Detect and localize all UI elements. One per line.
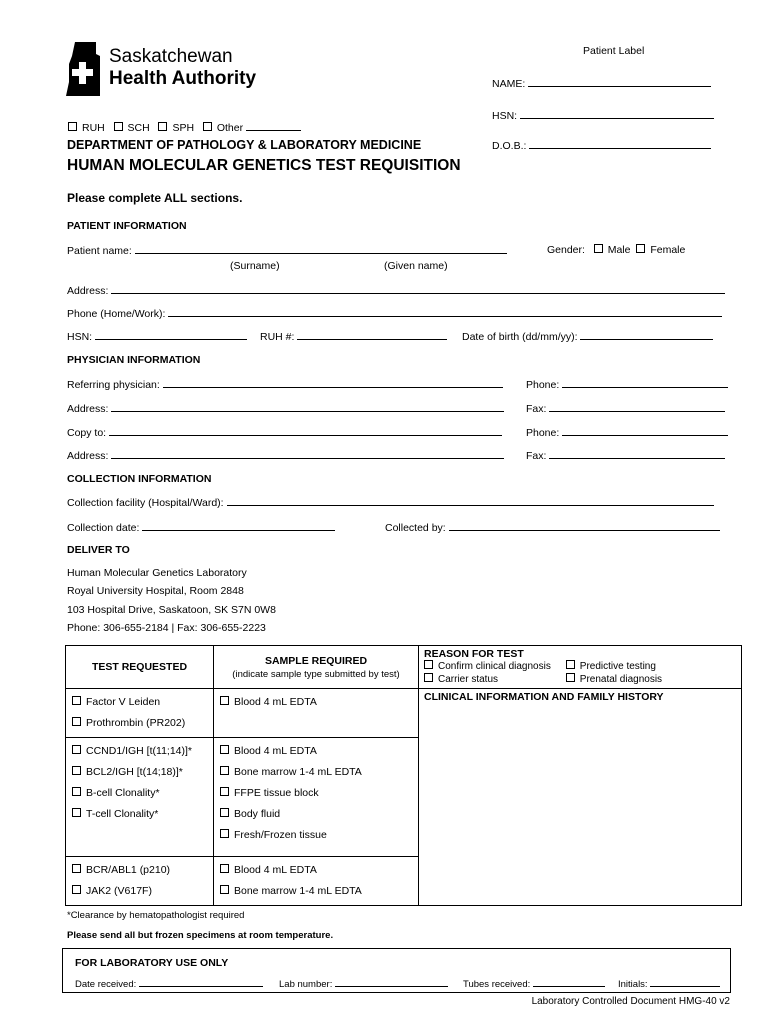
room-temperature-note: Please send all but frozen specimens at room temperature. — [67, 930, 334, 941]
physician-info-heading: PHYSICIAN INFORMATION — [67, 354, 201, 366]
carrier-status-checkbox[interactable] — [424, 673, 433, 682]
group1-tests — [66, 689, 214, 738]
female-checkbox[interactable] — [636, 244, 645, 253]
test-item[interactable]: JAK2 (V617F) — [72, 881, 207, 902]
sample-required-header: SAMPLE REQUIRED (indicate sample type submitted by test) — [214, 646, 419, 689]
lab-use-heading: FOR LABORATORY USE ONLY — [75, 957, 229, 969]
patient-name-field[interactable]: Patient name: — [67, 244, 507, 257]
reason-options: Confirm clinical diagnosis Predictive testing Carrier status Prenatal diagnosis — [424, 660, 736, 686]
group2-samples — [214, 738, 419, 857]
clinical-history-heading: CLINICAL INFORMATION AND FAMILY HISTORY — [424, 691, 664, 703]
male-checkbox[interactable] — [594, 244, 603, 253]
test-item[interactable]: CCND1/IGH [t(11;14)]* — [72, 741, 207, 762]
patient-ruh-field[interactable]: RUH #: — [260, 330, 447, 343]
deliver-line2: Royal University Hospital, Room 2848 — [67, 585, 244, 597]
patient-address-field[interactable]: Address: — [67, 284, 725, 297]
sph-checkbox[interactable] — [158, 122, 167, 131]
logo-line2: Health Authority — [109, 68, 257, 89]
copy-fax-field[interactable]: Fax: — [526, 449, 725, 462]
form-title: HUMAN MOLECULAR GENETICS TEST REQUISITION — [67, 157, 461, 174]
sha-logo — [66, 42, 100, 105]
collected-by-field[interactable]: Collected by: — [385, 521, 720, 534]
patient-label-title: Patient Label — [583, 45, 645, 57]
date-received-field[interactable]: Date received: — [75, 977, 263, 990]
instruction: Please complete ALL sections. — [67, 191, 243, 205]
copy-to-field[interactable]: Copy to: — [67, 426, 502, 439]
test-item[interactable]: Prothrombin (PR202) — [72, 713, 207, 734]
patient-dob-field[interactable]: Date of birth (dd/mm/yy): — [462, 330, 713, 343]
logo-line1: Saskatchewan — [109, 46, 233, 67]
sch-checkbox[interactable] — [114, 122, 123, 131]
sample-item[interactable]: Bone marrow 1-4 mL EDTA — [220, 762, 412, 783]
group2-tests — [66, 738, 214, 857]
copy-address-field[interactable]: Address: — [67, 449, 504, 462]
physician-fax-field[interactable]: Fax: — [526, 402, 725, 415]
deliver-line4: Phone: 306-655-2184 | Fax: 306-655-2223 — [67, 622, 266, 634]
patient-hsn-field[interactable]: HSN: — [67, 330, 247, 343]
lab-number-field[interactable]: Lab number: — [279, 977, 448, 990]
test-item[interactable]: BCR/ABL1 (p210) — [72, 860, 207, 881]
given-name-caption: (Given name) — [384, 260, 448, 272]
test-item[interactable]: Factor V Leiden — [72, 692, 207, 713]
patient-info-heading: PATIENT INFORMATION — [67, 220, 187, 232]
copy-phone-field[interactable]: Phone: — [526, 426, 728, 439]
sample-item[interactable]: Blood 4 mL EDTA — [220, 741, 412, 762]
sample-item[interactable]: FFPE tissue block — [220, 783, 412, 804]
deliver-line1: Human Molecular Genetics Laboratory — [67, 567, 247, 579]
deliver-line3: 103 Hospital Drive, Saskatoon, SK S7N 0W8 — [67, 604, 276, 616]
confirm-diagnosis-checkbox[interactable] — [424, 660, 433, 669]
lab-use-box — [62, 948, 731, 993]
label-dob: D.O.B.: — [492, 139, 711, 152]
sha-logo-icon — [66, 42, 100, 100]
gender-field: Gender: Male Female — [547, 244, 686, 256]
surname-caption: (Surname) — [230, 260, 280, 272]
test-requested-header: TEST REQUESTED — [66, 646, 214, 689]
sample-item[interactable]: Fresh/Frozen tissue — [220, 825, 412, 846]
group3-samples — [214, 857, 419, 906]
sample-item[interactable]: Bone marrow 1-4 mL EDTA — [220, 881, 412, 902]
group3-tests — [66, 857, 214, 906]
label-hsn: HSN: — [492, 109, 714, 122]
collection-facility-field[interactable]: Collection facility (Hospital/Ward): — [67, 496, 714, 509]
predictive-testing-checkbox[interactable] — [566, 660, 575, 669]
test-item[interactable]: T-cell Clonality* — [72, 804, 207, 825]
deliver-to-heading: DELIVER TO — [67, 544, 130, 556]
test-item[interactable]: B-cell Clonality* — [72, 783, 207, 804]
tubes-received-field[interactable]: Tubes received: — [463, 977, 605, 990]
patient-phone-field[interactable]: Phone (Home/Work): — [67, 307, 722, 320]
physician-address-field[interactable]: Address: — [67, 402, 504, 415]
other-checkbox[interactable] — [203, 122, 212, 131]
sample-item[interactable]: Body fluid — [220, 804, 412, 825]
initials-field[interactable]: Initials: — [618, 977, 720, 990]
collection-date-field[interactable]: Collection date: — [67, 521, 335, 534]
sample-item[interactable]: Blood 4 mL EDTA — [220, 860, 412, 881]
referring-physician-field[interactable]: Referring physician: — [67, 378, 503, 391]
site-checkboxes: RUH SCH SPH Other — [68, 121, 301, 134]
test-requisition-table — [65, 645, 742, 906]
collection-info-heading: COLLECTION INFORMATION — [67, 473, 212, 485]
prenatal-diagnosis-checkbox[interactable] — [566, 673, 575, 682]
physician-phone-field[interactable]: Phone: — [526, 378, 728, 391]
label-name: NAME: — [492, 77, 711, 90]
reason-heading: REASON FOR TEST — [424, 648, 524, 660]
reason-clinical-cell — [419, 646, 742, 906]
group1-samples — [214, 689, 419, 738]
ruh-checkbox[interactable] — [68, 122, 77, 131]
document-control-label: Laboratory Controlled Document HMG-40 v2 — [531, 996, 730, 1007]
clearance-footnote: *Clearance by hematopathologist required — [67, 910, 245, 921]
department-title: DEPARTMENT OF PATHOLOGY & LABORATORY MEDICINE — [67, 138, 422, 152]
test-item[interactable]: BCL2/IGH [t(14;18)]* — [72, 762, 207, 783]
sample-item[interactable]: Blood 4 mL EDTA — [220, 692, 412, 713]
